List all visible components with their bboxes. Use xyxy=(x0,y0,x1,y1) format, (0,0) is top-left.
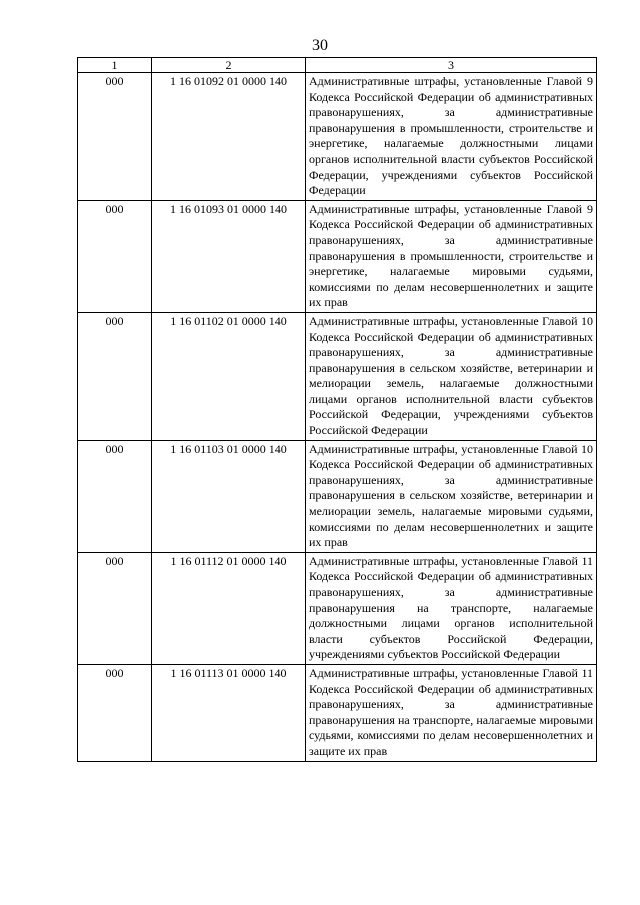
description-cell: Административные штрафы, установленные Главой 10 Кодекса Российской Федерации об административных правонарушениях, за административные правонарушения в сельском хозяйстве, ветеринарии и мелиорации земель, налагаемые должностными лицами органов исполнительной власти субъектов Российской Федерации, учреждениями субъектов Российской Федерации xyxy=(306,312,597,440)
admin-code-cell: 000 xyxy=(78,664,152,761)
kbk-code-cell: 1 16 01103 01 0000 140 xyxy=(152,440,306,552)
admin-code-cell: 000 xyxy=(78,73,152,201)
description-cell: Административные штрафы, установленные Главой 10 Кодекса Российской Федерации об административных правонарушениях, за административные правонарушения в сельском хозяйстве, ветеринарии и мелиорации земель, налагаемые мировыми судьями, комиссиями по делам несовершеннолетних и защите их прав xyxy=(306,440,597,552)
admin-code-cell: 000 xyxy=(78,440,152,552)
column-header-3: 3 xyxy=(306,58,597,73)
column-header-2: 2 xyxy=(152,58,306,73)
table-header-row xyxy=(78,58,597,73)
table-row xyxy=(78,200,597,312)
kbk-code-cell: 1 16 01093 01 0000 140 xyxy=(152,200,306,312)
page-number: 30 xyxy=(312,37,328,54)
description-cell: Административные штрафы, установленные Главой 9 Кодекса Российской Федерации об административных правонарушениях, за административные правонарушения в промышленности, строительстве и энергетике, налагаемые мировыми судьями, комиссиями по делам несовершеннолетних и защите их прав xyxy=(306,200,597,312)
table-row xyxy=(78,312,597,440)
admin-code-cell: 000 xyxy=(78,312,152,440)
table-row xyxy=(78,440,597,552)
description-cell: Административные штрафы, установленные Главой 11 Кодекса Российской Федерации об административных правонарушениях, за административные правонарушения на транспорте, налагаемые должностными лицами органов исполнительной власти субъектов Российской Федерации, учреждениями субъектов Российской Федерации xyxy=(306,552,597,664)
description-cell: Административные штрафы, установленные Главой 9 Кодекса Российской Федерации об административных правонарушениях, за административные правонарушения в промышленности, строительстве и энергетике, налагаемые должностными лицами органов исполнительной власти субъектов Российской Федерации, учреждениями субъектов Российской Федерации xyxy=(306,73,597,201)
budget-classification-table xyxy=(77,57,597,762)
description-cell: Административные штрафы, установленные Главой 11 Кодекса Российской Федерации об административных правонарушениях, за административные правонарушения на транспорте, налагаемые мировыми судьями, комиссиями по делам несовершеннолетних и защите их прав xyxy=(306,664,597,761)
kbk-code-cell: 1 16 01113 01 0000 140 xyxy=(152,664,306,761)
admin-code-cell: 000 xyxy=(78,552,152,664)
kbk-code-cell: 1 16 01112 01 0000 140 xyxy=(152,552,306,664)
table-row xyxy=(78,552,597,664)
admin-code-cell: 000 xyxy=(78,200,152,312)
kbk-code-cell: 1 16 01102 01 0000 140 xyxy=(152,312,306,440)
table-row xyxy=(78,664,597,761)
kbk-code-cell: 1 16 01092 01 0000 140 xyxy=(152,73,306,201)
column-header-1: 1 xyxy=(78,58,152,73)
table-row xyxy=(78,73,597,201)
